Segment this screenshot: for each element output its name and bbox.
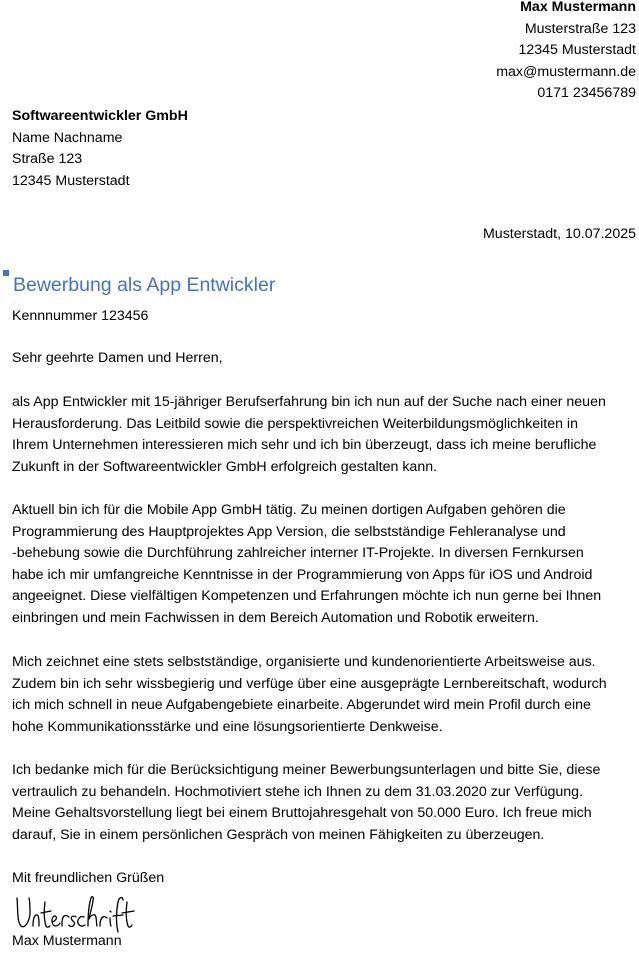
paragraph-line: angeeignet. Diese vielfältigen Kompetenzen und Erfahrungen möchte ich nun gerne bei Ihnen: [12, 588, 602, 605]
body-paragraph-4: [12, 760, 637, 846]
paragraph-line: Ihrem Unternehmen interessieren mich sehr und ich bin überzeugt, dass ich meine berufliche: [12, 437, 597, 454]
body-paragraph-3: [12, 652, 637, 738]
paragraph-line: hohe Kommunikationsstärke und eine lösungsorientierte Denkweise.: [12, 718, 443, 735]
paragraph-line: darauf, Sie in einem persönlichen Gespräch von meinen Fähigkeiten zu überzeugen.: [12, 826, 545, 843]
letter-date: Musterstadt, 10.07.2025: [482, 226, 636, 242]
body-paragraph-1: [12, 392, 637, 478]
recipient-company: Softwareentwickler GmbH: [12, 108, 188, 124]
sender-phone: 0171 23456789: [537, 85, 636, 102]
paragraph-line: vertraulich zu behandeln. Hochmotiviert stehe ich Ihnen zu dem 31.03.2020 zur Verfügung.: [12, 783, 584, 800]
salutation: Sehr geehrte Damen und Herren,: [12, 350, 223, 366]
sender-name: Max Mustermann: [520, 0, 636, 15]
subject-marker-square: [3, 270, 9, 276]
sender-email: max@mustermann.de: [496, 63, 636, 80]
paragraph-line: Mich zeichnet eine stets selbstständige, organisierte und kundenorientierte Arbeitsweise aus.: [12, 654, 596, 670]
paragraph-line: als App Entwickler mit 15-jähriger Berufserfahrung bin ich nun auf der Suche nach einer neuen: [12, 394, 606, 410]
sender-address-block: [316, 0, 636, 105]
paragraph-line: Aktuell bin ich für die Mobile App GmbH tätig. Zu meinen dortigen Aufgaben gehören die: [12, 502, 566, 518]
recipient-street: Straße 123: [12, 151, 83, 168]
recipient-contact: Name Nachname: [12, 129, 123, 146]
letter-subject: Bewerbung als App Entwickler: [13, 274, 276, 296]
paragraph-line: Meine Gehaltsvorstellung liegt bei einem Bruttojahresgehalt von 50.000 Euro. Ich freue mich: [12, 805, 592, 822]
recipient-city: 12345 Musterstadt: [12, 172, 130, 189]
sender-street: Musterstraße 123: [524, 20, 636, 37]
recipient-address-block: [12, 106, 332, 192]
paragraph-line: Ich bedanke mich für die Berücksichtigung meiner Bewerbungsunterlagen und bitte Sie, diese: [12, 762, 601, 778]
paragraph-line: Programmierung des Hauptprojektes App Version, die selbstständige Fehleranalyse und: [12, 523, 566, 540]
paragraph-line: Herausforderung. Das Leitbild sowie die perspektivreichen Weiterbildungsmöglichkeiten in: [12, 415, 578, 432]
paragraph-line: ich mich schnell in neue Aufgabengebiete einarbeite. Abgerundet wird mein Profil durch eine: [12, 697, 591, 714]
handwritten-signature: [14, 892, 136, 934]
signature-name: Max Mustermann: [12, 933, 122, 949]
paragraph-line: -behebung sowie die Durchführung zahlreicher interner IT-Projekte. In diversen Fernkursen: [12, 545, 584, 562]
reference-number: Kennnummer 123456: [12, 308, 149, 324]
paragraph-line: habe ich mir umfangreiche Kenntnisse in der Programmierung von Apps für iOS und Android: [12, 566, 593, 583]
closing-phrase: Mit freundlichen Grüßen: [12, 870, 165, 886]
paragraph-line: Zudem bin ich sehr wissbegierig und verfüge über eine ausgeprägte Lernbereitschaft, wodurch: [12, 675, 607, 692]
paragraph-line: einbringen und mein Fachwissen in dem Bereich Automation und Robotik erweitern.: [12, 609, 539, 626]
paragraph-line: Zukunft in der Softwareentwickler GmbH erfolgreich gestalten kann.: [12, 458, 438, 475]
sender-city: 12345 Musterstadt: [518, 42, 636, 59]
body-paragraph-2: [12, 500, 637, 630]
